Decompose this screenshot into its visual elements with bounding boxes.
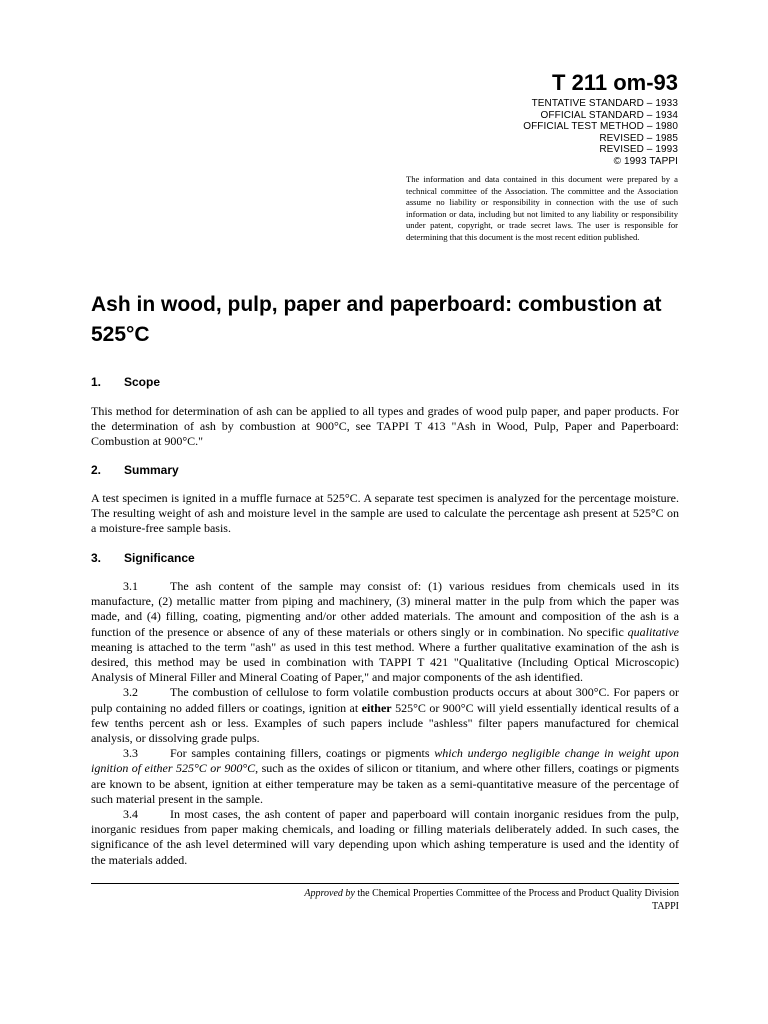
section-number: 2. <box>91 463 102 477</box>
org-name: TAPPI <box>652 901 679 912</box>
significance-body <box>91 579 679 868</box>
history-line: REVISED – 1985 <box>599 132 678 144</box>
paragraph-number: 3.1 <box>123 579 138 593</box>
section-title: Summary <box>124 463 179 477</box>
paragraph-3-4: 3.4 In most cases, the ash content of paper and paperboard will contain inorganic residues from the pulp, inorganic residues from paper making chemicals, and loading or filling materials deliberately added. In such cases, the significance of the ash level determined will vary depending upon which ashing temperature is used and the identity of the materials added. <box>91 807 679 867</box>
paragraph-3-1: 3.1 The ash content of the sample may consist of: (1) various residues from chemicals used in its manufacture, (2) metallic matter from piping and machinery, (3) mineral matter in the pulp from which the paper was made, and (4) filling, coating, pigmenting and/or other added materials. The amount and composition of the ash is a function of the presence or absence of any of these materials or others singly or in combination. No specific qualitative meaning is attached to the term "ash" as used in this test method. Where a further qualitative examination of the ash is desired, this method may be used in combination with TAPPI T 421 "Qualitative (Including Optical Microscopic) Analysis of Mineral Filler and Mineral Coating of Paper," and major components of the ash identified. <box>91 579 679 685</box>
section-number: 1. <box>91 375 102 389</box>
history-line: TENTATIVE STANDARD – 1933 <box>531 98 678 109</box>
scope-paragraph: This method for determination of ash can be applied to all types and grades of wood pulp paper, and paper products. For the determination of ash by combustion at 900°C, see TAPPI T 413 "Ash in Wood, Pulp, Paper and Paperboard: Combustion at 900°C." <box>91 404 679 449</box>
paragraph-number: 3.4 <box>123 807 138 822</box>
standard-code: T 211 om-93 <box>552 70 678 95</box>
history-line: OFFICIAL TEST METHOD – 1980 <box>523 121 678 133</box>
summary-paragraph: A test specimen is ignited in a muffle furnace at 525°C. A separate test specimen is analyzed for the percentage moisture. The resulting weight of ash and moisture level in the sample are used to calculate the percentage ash present at 525°C on a moisture-free sample basis. <box>91 491 679 536</box>
italic-term: qualitative <box>627 624 679 639</box>
section-number: 3. <box>91 551 102 565</box>
history-line: OFFICIAL STANDARD – 1934 <box>540 109 678 121</box>
italic-phrase: which undergo negligible change in weight upon ignition of either 525°C or 900°C <box>91 746 679 776</box>
standard-header <box>523 70 678 168</box>
footer-divider <box>91 883 679 884</box>
section-heading-scope <box>91 375 160 389</box>
document-title: Ash in wood, pulp, paper and paperboard: combustion at 525°C <box>91 293 662 346</box>
history-line: REVISED – 1993 <box>599 144 678 156</box>
paragraph-number: 3.3 <box>123 746 138 761</box>
section-heading-significance <box>91 551 195 565</box>
paragraph-3-2: 3.2 The combustion of cellulose to form volatile combustion products occurs at about 300°C. For papers or pulp containing no added fillers or coatings, ignition at either 525°C or 900°C will yield essentially identical results of a few tenths percent ash or less. Examples of such papers include "ashless" filter papers manufactured for chemical analysis, or dissolving grade pulps. <box>91 685 679 746</box>
section-title: Scope <box>124 375 161 389</box>
approval-line: Approved by the Chemical Properties Committee of the Process and Product Quality Division <box>304 888 679 899</box>
copyright-line: © 1993 TAPPI <box>613 155 678 167</box>
section-heading-summary <box>91 463 179 477</box>
bold-term: either <box>361 700 392 715</box>
paragraph-3-3: 3.3 For samples containing fillers, coatings or pigments which undergo negligible change in weight upon ignition of either 525°C or 900°C, such as the oxides of silicon or titanium, and where other fillers, coatings or pigments are known to be absent, ignition at either temperature may be taken as a semi-quantitative measure of the percentage of such material present in the sample. <box>91 746 679 806</box>
section-title: Significance <box>124 551 195 565</box>
disclaimer-text: The information and data contained in this document were prepared by a technical committee of the Association. The committee and the Association assume no liability or responsibility in connection with the use of such information or data, including but not limited to any liability or responsibility under patent, copyright, or trade secret laws. The user is responsible for determining that this document is the most recent edition published. <box>406 174 678 242</box>
footer <box>304 887 679 913</box>
paragraph-number: 3.2 <box>123 685 138 700</box>
